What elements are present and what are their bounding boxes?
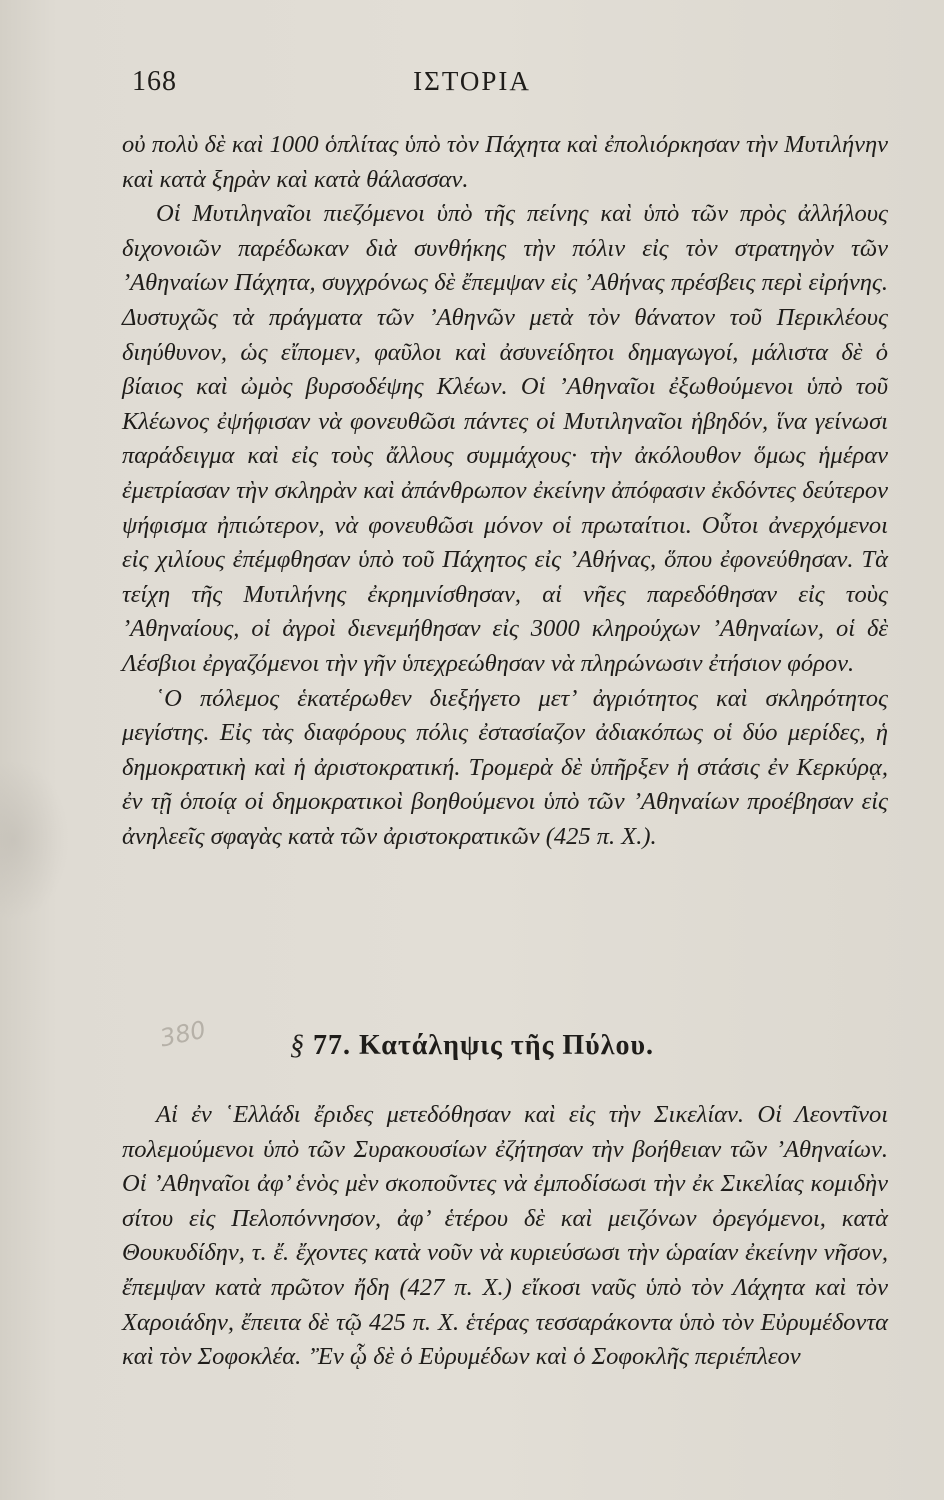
body-text <box>122 128 888 854</box>
page-header <box>0 66 944 106</box>
section-body-text <box>122 1098 888 1375</box>
paragraph: οὐ πολὺ δὲ καὶ 1000 ὁπλίτας ὑπὸ τὸν Πάχητα καὶ ἐπολιόρκησαν τὴν Μυτιλήνην καὶ κατὰ ξηρὰν καὶ κατὰ θάλασσαν. <box>122 131 888 193</box>
running-head: ΙΣΤΟΡΙΑ <box>413 66 531 96</box>
paragraph: Οἱ Μυτιληναῖοι πιεζόμενοι ὑπὸ τῆς πείνης καὶ ὑπὸ τῶν πρὸς ἀλλήλους διχονοιῶν παρέδωκαν διὰ συνθήκης τὴν πόλιν εἰς τὸν στρατηγὸν τῶν ’Αθηναίων Πάχητα, συγχρόνως δὲ ἔπεμψαν εἰς ’Αθήνας πρέσβεις περὶ εἰρήνης. Δυστυχῶς τὰ πράγματα τῶν ’Αθηνῶν μετὰ τὸν θάνατον τοῦ Περικλέους διηύθυνον, ὡς εἴπομεν, φαῦλοι καὶ ἀσυνείδητοι δημαγωγοί, μάλιστα δὲ ὁ βίαιος καὶ ὠμὸς βυρσοδέψης Κλέων. Οἱ ’Αθηναῖοι ἐξωθούμενοι ὑπὸ τοῦ Κλέωνος ἐψήφισαν νὰ φονευθῶσι πάντες οἱ Μυτιληναῖοι ἡβηδόν, ἵνα γείνωσι παράδειγμα καὶ εἰς τοὺς ἄλλους συμμάχους· τὴν ἀκόλουθον ὅμως ἡμέραν ἐμετρίασαν τὴν σκληρὰν καὶ ἀπάνθρωπον ἐκείνην ἀπόφασιν ἐκδόντες δεύτερον ψήφισμα ἠπιώτερον, νὰ φονευθῶσι μόνον οἱ πρωταίτιοι. Οὗτοι ἀνερχόμενοι εἰς χιλίους ἐπέμφθησαν ὑπὸ τοῦ Πάχητος εἰς ’Αθήνας, ὅπου ἐφονεύθησαν. Τὰ τείχη τῆς Μυτιλήνης ἐκρημνίσθησαν, αἱ νῆες παρεδόθησαν εἰς τοὺς ’Αθηναίους, οἱ ἀγροὶ διενεμήθησαν εἰς 3000 κληρούχων ’Αθηναίων, οἱ δὲ Λέσβιοι ἐργαζόμενοι τὴν γῆν ὑπεχρεώθησαν νὰ πληρώνωσιν ἐτήσιον φόρον. <box>122 200 888 677</box>
section-sign: § <box>289 1030 305 1061</box>
section-number: 77. <box>312 1030 351 1061</box>
page-number: 168 <box>132 66 177 97</box>
paragraph: ῾Ο πόλεμος ἑκατέρωθεν διεξήγετο μετ’ ἀγριότητος καὶ σκληρότητος μεγίστης. Εἰς τὰς διαφόρους πόλις ἐστασίαζον ἀδιακόπως οἱ δύο μερίδες, ἡ δημοκρατικὴ καὶ ἡ ἀριστοκρατική. Τρομερὰ δὲ ὑπῆρξεν ἡ στάσις ἐν Κερκύρᾳ, ἐν τῇ ὁποίᾳ οἱ δημοκρατικοὶ βοηθούμενοι ὑπὸ τῶν ’Αθηναίων προέβησαν εἰς ἀνηλεεῖς σφαγὰς κατὰ τῶν ἀριστοκρατικῶν (425 π. Χ.). <box>122 684 888 850</box>
section-heading <box>0 1030 944 1062</box>
section-title: Κατάληψις τῆς Πύλου. <box>358 1030 655 1061</box>
pencil-annotation: 380 <box>157 1015 209 1053</box>
margin-smudge <box>0 760 70 920</box>
paragraph: Αἱ ἐν ῾Ελλάδι ἔριδες μετεδόθησαν καὶ εἰς τὴν Σικελίαν. Οἱ Λεοντῖνοι πολεμούμενοι ὑπὸ τῶν Συρακουσίων ἐζήτησαν τὴν βοήθειαν τῶν ’Αθηναίων. Οἱ ’Αθηναῖοι ἀφ’ ἑνὸς μὲν σκοποῦντες νὰ ἐμποδίσωσι τὴν ἐκ Σικελίας κομιδὴν σίτου εἰς Πελοπόννησον, ἀφ’ ἑτέρου δὲ καὶ μειζόνων ὀρεγόμενοι, κατὰ Θουκυδίδην, τ. ἔ. ἔχοντες κατὰ νοῦν νὰ κυριεύσωσι τὴν ὡραίαν ἐκείνην νῆσον, ἔπεμψαν κατὰ πρῶτον ἤδη (427 π. Χ.) εἴκοσι ναῦς ὑπὸ τὸν Λάχητα καὶ τὸν Χαροιάδην, ἔπειτα δὲ τῷ 425 π. Χ. ἑτέρας τεσσαράκοντα ὑπὸ τὸν Εὐρυμέδοντα καὶ τὸν Σοφοκλέα. ’Ἐν ᾧ δὲ ὁ Εὐρυμέδων καὶ ὁ Σοφοκλῆς περιέπλεον <box>122 1101 888 1371</box>
